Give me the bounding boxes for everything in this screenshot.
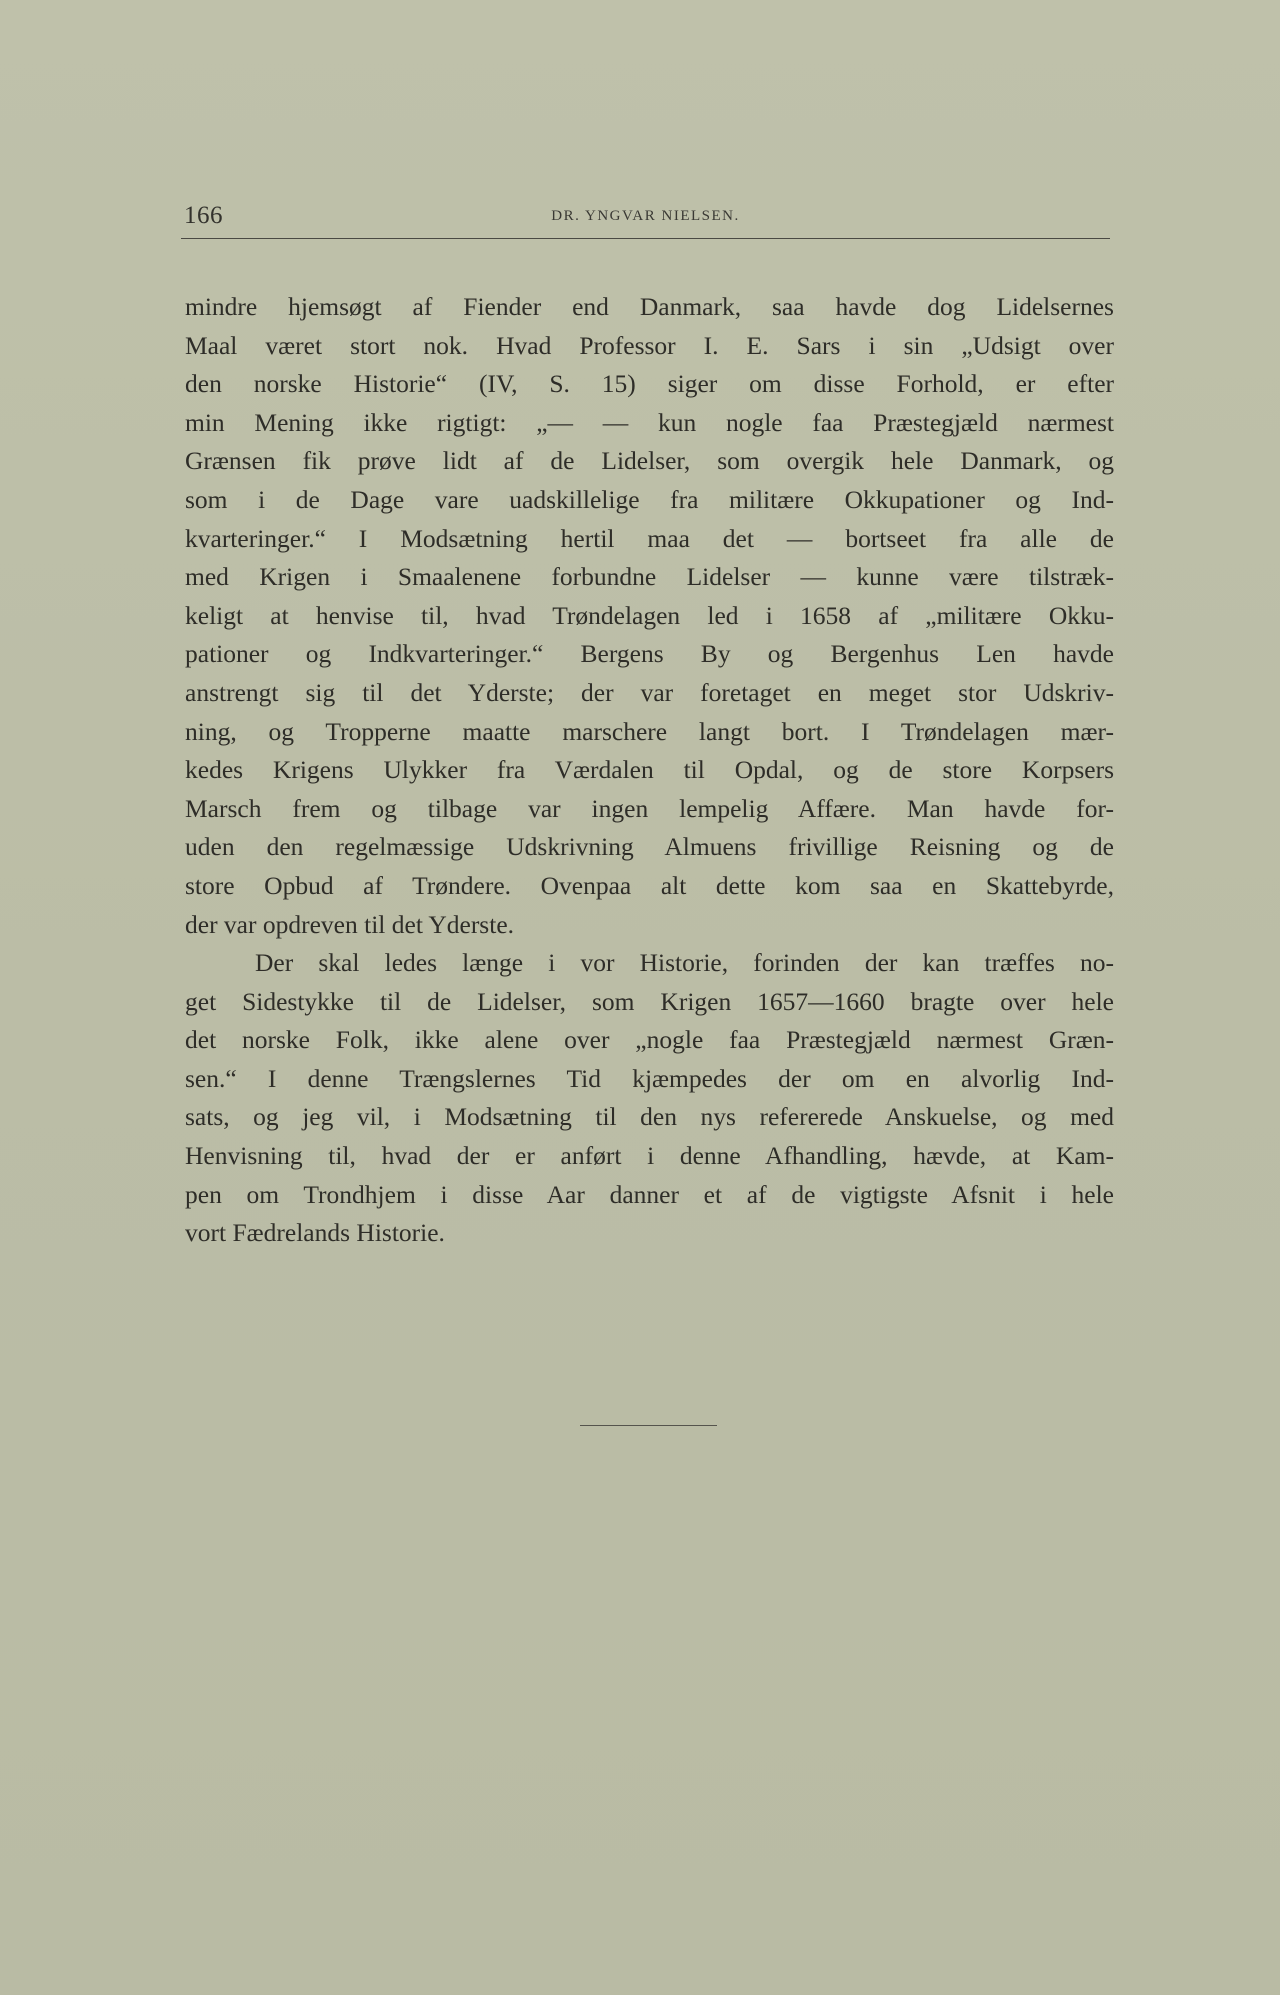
body-text — [185, 288, 1114, 1253]
header-rule — [181, 238, 1110, 239]
text-line: vort Fædrelands Historie. — [185, 1218, 445, 1248]
text-line: med Krigen i Smaalenene forbundne Lidelser — kunne være tilstræk- — [185, 562, 1114, 592]
text-line: store Opbud af Trøndere. Ovenpaa alt dette kom saa en Skattebyrde, — [185, 870, 1114, 900]
running-head: DR. YNGVAR NIELSEN. — [551, 208, 740, 224]
text-line: uden den regelmæssige Udskrivning Almuens frivillige Reisning og de — [185, 832, 1114, 862]
text-line: kedes Krigens Ulykker fra Værdalen til Opdal, og de store Korpsers — [185, 755, 1114, 785]
text-line: min Mening ikke rigtigt: „— — kun nogle faa Præstegjæld nærmest — [185, 407, 1114, 437]
text-line: kvarteringer.“ I Modsætning hertil maa det — bortseet fra alle de — [185, 523, 1114, 553]
text-line: der var opdreven til det Yderste. — [185, 909, 515, 939]
text-line: den norske Historie“ (IV, S. 15) siger om disse Forhold, er efter — [185, 369, 1114, 399]
text-line: sen.“ I denne Trængslernes Tid kjæmpedes der om en alvorlig Ind- — [185, 1063, 1114, 1093]
text-line: Marsch frem og tilbage var ingen lempelig Affære. Man havde for- — [185, 793, 1114, 823]
text-line: sats, og jeg vil, i Modsætning til den nys refererede Anskuelse, og med — [185, 1102, 1114, 1132]
paragraph — [185, 288, 1114, 944]
text-line: Der skal ledes længe i vor Historie, forinden der kan træffes no- — [255, 948, 1114, 978]
text-line: Grænsen fik prøve lidt af de Lidelser, som overgik hele Danmark, og — [185, 446, 1114, 476]
page-number: 166 — [184, 202, 223, 229]
text-line: Maal været stort nok. Hvad Professor I. E. Sars i sin „Udsigt over — [185, 330, 1114, 360]
text-line: pationer og Indkvarteringer.“ Bergens By og Bergenhus Len havde — [185, 639, 1114, 669]
text-line: get Sidestykke til de Lidelser, som Krigen 1657—1660 bragte over hele — [185, 986, 1114, 1016]
text-line: pen om Trondhjem i disse Aar danner et af de vigtigste Afsnit i hele — [185, 1179, 1114, 1209]
text-line: ning, og Tropperne maatte marschere langt bort. I Trøndelagen mær- — [185, 716, 1114, 746]
page-header — [181, 202, 1110, 238]
text-line: det norske Folk, ikke alene over „nogle faa Præstegjæld nærmest Græn- — [185, 1025, 1114, 1055]
text-line: mindre hjemsøgt af Fiender end Danmark, saa havde dog Lidelsernes — [185, 292, 1114, 321]
text-line: anstrengt sig til det Yderste; der var foretaget en meget stor Udskriv- — [185, 677, 1114, 707]
text-line: som i de Dage vare uadskillelige fra militære Okkupationer og Ind- — [185, 484, 1114, 514]
text-line: Henvisning til, hvad der er anført i denne Afhandling, hævde, at Kam- — [185, 1141, 1114, 1171]
text-line: keligt at henvise til, hvad Trøndelagen led i 1658 af „militære Okku- — [185, 600, 1114, 630]
section-end-rule — [580, 1425, 717, 1426]
paragraph — [185, 944, 1114, 1253]
